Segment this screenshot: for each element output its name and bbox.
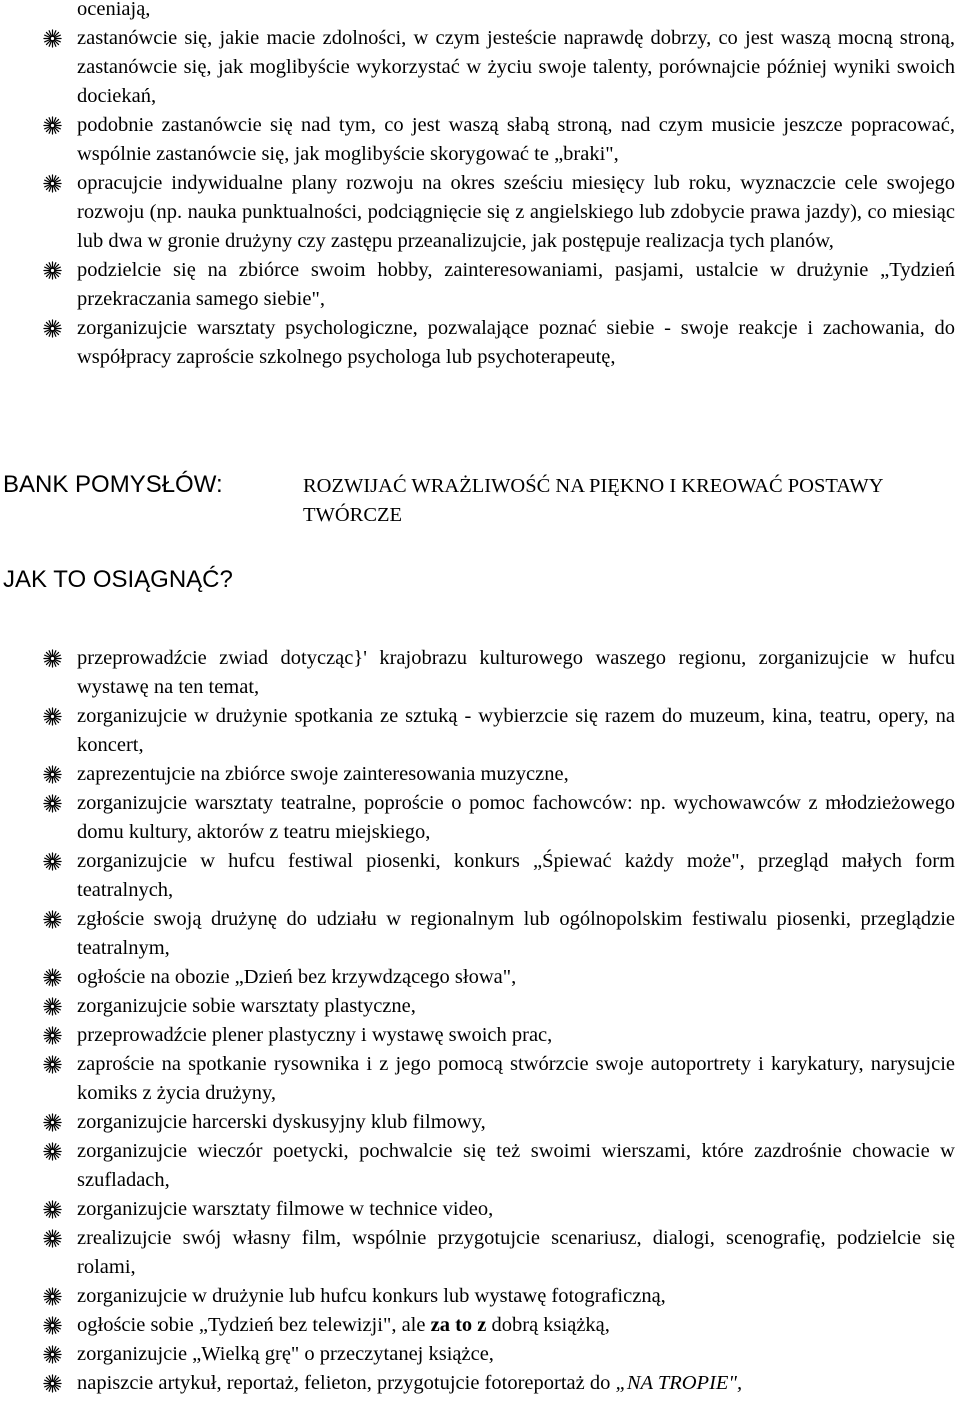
- asterisk-star-icon: [40, 644, 64, 673]
- asterisk-star-icon: [40, 1282, 64, 1311]
- list-item-text: podzielcie się na zbiórce swoim hobby, zainteresowaniami, pasjami, ustalcie w drużynie „Tydzień przekraczania samego siebie",: [77, 259, 955, 310]
- asterisk-star-icon: [40, 1137, 64, 1166]
- continued-text: oceniają,: [77, 0, 151, 20]
- list-item: [0, 760, 960, 789]
- asterisk-star-icon: [40, 169, 64, 198]
- list-item: [0, 1369, 960, 1398]
- how-heading: JAK TO OSIĄGNĄĆ?: [3, 566, 233, 593]
- list-item: [0, 905, 960, 963]
- list-item: [0, 24, 960, 111]
- list-item-text: [77, 1314, 610, 1336]
- asterisk-star-icon: [40, 1340, 64, 1369]
- list-item: [0, 1282, 960, 1311]
- list-item-text: zorganizujcie wieczór poetycki, pochwalcie się też swoimi wierszami, które zazdrośnie chowacie w szufladach,: [77, 1140, 955, 1191]
- asterisk-star-icon: [40, 847, 64, 876]
- list-item-text: zorganizujcie warsztaty psychologiczne, pozwalające poznać siebie - swoje reakcje i zachowania, do współpracy zaproście szkolnego psychologa lub psychoterapeutę,: [77, 317, 955, 368]
- list-item: [0, 992, 960, 1021]
- list-item-text: zorganizujcie w drużynie spotkania ze sztuką - wybierzcie się razem do muzeum, kina, teatru, opery, na koncert,: [77, 705, 955, 756]
- asterisk-star-icon: [40, 789, 64, 818]
- italic-title: „NA TROPIE",: [615, 1372, 743, 1394]
- bold-emphasis: za to z: [430, 1314, 487, 1336]
- list-item-text-part: napiszcie artykuł, reportaż, felieton, przygotujcie fotoreportaż do: [77, 1372, 616, 1394]
- asterisk-star-icon: [40, 760, 64, 789]
- asterisk-star-icon: [40, 24, 64, 53]
- list-item-text: zorganizujcie warsztaty teatralne, poproście o pomoc fachowców: np. wychowawców z młodzieżowego domu kultury, aktorów z teatru miejskiego,: [77, 792, 955, 843]
- list-item: [0, 314, 960, 372]
- list-item-text: opracujcie indywidualne plany rozwoju na okres sześciu miesięcy lub roku, wyznaczcie cele swojego rozwoju (np. nauka punktualności, podciągnięcie się z angielskiego lub zdobycie prawa jazdy), co miesiąc lub dwa w gronie drużyny czy zastępu przeanalizujcie, jak postępuje realizacja tych planów,: [77, 172, 955, 252]
- asterisk-star-icon: [40, 111, 64, 140]
- list-item-text: przeprowadźcie zwiad dotycząc}' krajobrazu kulturowego waszego regionu, zorganizujcie w hufcu wystawę na ten temat,: [77, 647, 955, 698]
- list-item: [0, 169, 960, 256]
- list-item: [0, 1311, 960, 1340]
- list-item: [0, 1021, 960, 1050]
- list-item: [0, 1195, 960, 1224]
- list-item-text: [77, 1372, 742, 1394]
- list-item-text: ogłoście na obozie „Dzień bez krzywdzącego słowa",: [77, 966, 517, 988]
- list-item-text: zorganizujcie warsztaty filmowe w technice video,: [77, 1198, 494, 1220]
- list-item-text: zrealizujcie swój własny film, wspólnie przygotujcie scenariusz, dialogi, scenografię, podzielcie się rolami,: [77, 1227, 955, 1278]
- bank-heading: BANK POMYSŁÓW:: [3, 471, 223, 498]
- list-item-text: zorganizujcie w hufcu festiwal piosenki, konkurs „Śpiewać każdy może", przegląd małych form teatralnych,: [77, 850, 955, 901]
- asterisk-star-icon: [40, 314, 64, 343]
- list-item-text: zaproście na spotkanie rysownika i z jego pomocą stwórzcie swoje autoportrety i karykatury, narysujcie komiks z życia drużyny,: [77, 1053, 955, 1104]
- asterisk-star-icon: [40, 1224, 64, 1253]
- list-item: [0, 256, 960, 314]
- list-item-text: zorganizujcie w drużynie lub hufcu konkurs lub wystawę fotograficzną,: [77, 1285, 666, 1307]
- list-item-text: podobnie zastanówcie się nad tym, co jest waszą słabą stroną, nad czym musicie jeszcze popracować, wspólnie zastanówcie się, jak moglibyście skorygować te „braki",: [77, 114, 955, 165]
- self-knowledge-list: [0, 24, 960, 372]
- list-item-text-part: ogłoście sobie „Tydzień bez telewizji", ale: [77, 1314, 431, 1336]
- list-item-text: zorganizujcie sobie warsztaty plastyczne,: [77, 995, 416, 1017]
- asterisk-star-icon: [40, 1108, 64, 1137]
- list-item: [0, 702, 960, 760]
- asterisk-star-icon: [40, 1369, 64, 1398]
- asterisk-star-icon: [40, 702, 64, 731]
- list-item: [0, 644, 960, 702]
- list-item: [0, 1137, 960, 1195]
- bank-subtitle: ROZWIJAĆ WRAŻLIWOŚĆ NA PIĘKNO I KREOWAĆ POSTAWY TWÓRCZE: [303, 475, 883, 526]
- asterisk-star-icon: [40, 905, 64, 934]
- ideas-list: [0, 644, 960, 1398]
- list-item: [0, 1224, 960, 1282]
- asterisk-star-icon: [40, 963, 64, 992]
- asterisk-star-icon: [40, 1195, 64, 1224]
- list-item-text: zorganizujcie „Wielką grę" o przeczytanej książce,: [77, 1343, 494, 1365]
- asterisk-star-icon: [40, 256, 64, 285]
- asterisk-star-icon: [40, 1021, 64, 1050]
- asterisk-star-icon: [40, 1311, 64, 1340]
- list-item: [0, 847, 960, 905]
- list-item: [0, 1108, 960, 1137]
- list-item-text: zastanówcie się, jakie macie zdolności, w czym jesteście naprawdę dobrzy, co jest waszą mocną stroną, zastanówcie się, jak moglibyście wykorzystać w życiu swoje talenty, porównajcie później wyniki swoich dociekań,: [77, 27, 955, 107]
- list-item-text: zaprezentujcie na zbiórce swoje zainteresowania muzyczne,: [77, 763, 569, 785]
- list-item-text: zgłoście swoją drużynę do udziału w regionalnym lub ogólnopolskim festiwalu piosenki, przeglądzie teatralnym,: [77, 908, 955, 959]
- list-item-text-part: dobrą książką,: [486, 1314, 610, 1336]
- list-item: [0, 1050, 960, 1108]
- asterisk-star-icon: [40, 1050, 64, 1079]
- list-item: [0, 111, 960, 169]
- asterisk-star-icon: [40, 992, 64, 1021]
- list-item: [0, 1340, 960, 1369]
- list-item: [0, 789, 960, 847]
- list-item: [0, 963, 960, 992]
- list-item-text: zorganizujcie harcerski dyskusyjny klub filmowy,: [77, 1111, 486, 1133]
- list-item-text: przeprowadźcie plener plastyczny i wystawę swoich prac,: [77, 1024, 553, 1046]
